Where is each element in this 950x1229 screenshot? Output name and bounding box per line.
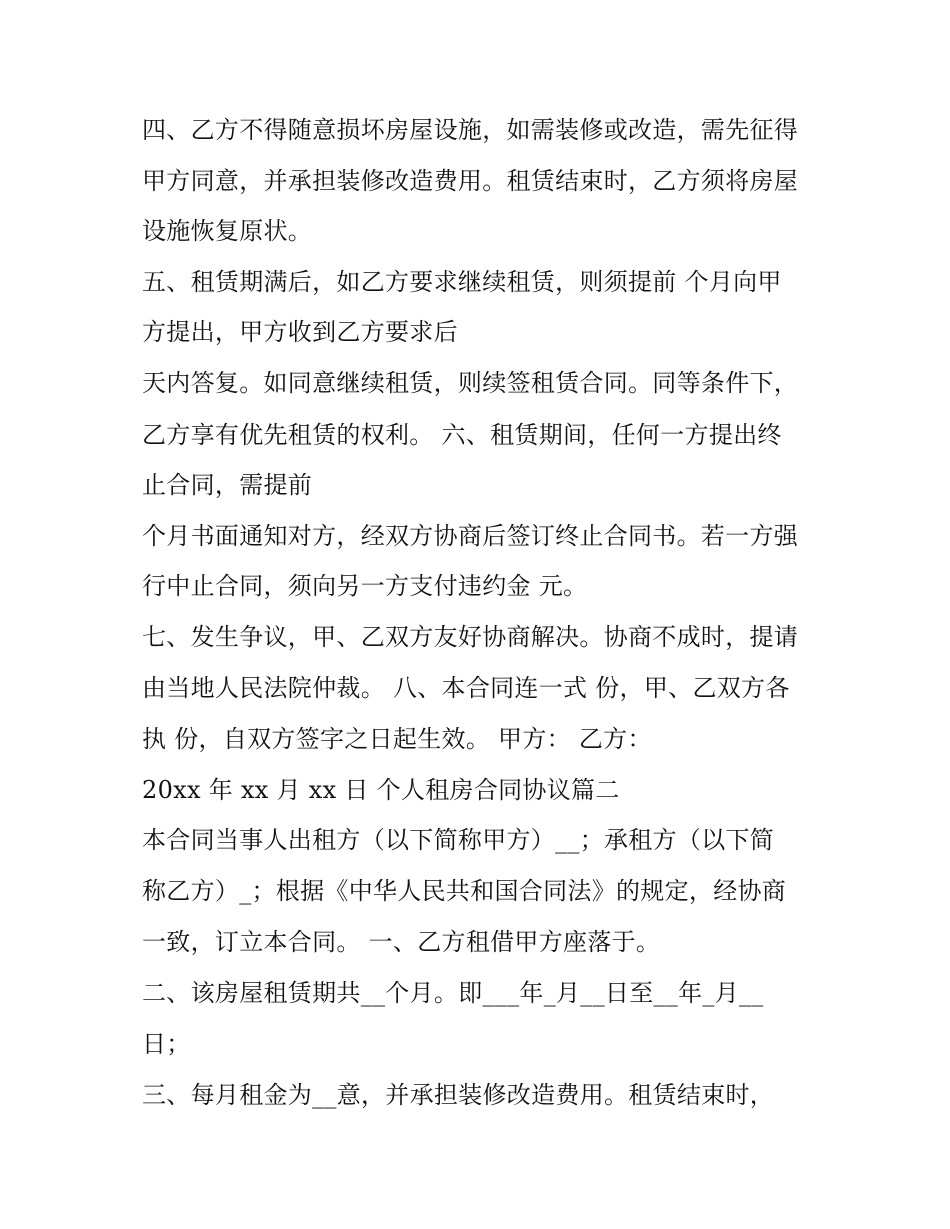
text-line-13: 执 份，自双方签字之日起生效。 甲方： 乙方： <box>142 725 652 753</box>
text-line-2: 甲方同意，并承担装修改造费用。租赁结束时，乙方须将房屋 <box>142 167 799 195</box>
text-line-19: 日； <box>142 1030 191 1058</box>
text-line-3: 设施恢复原状。 <box>142 217 313 245</box>
text-line-9: 个月书面通知对方，经双方协商后签订终止合同书。若一方强 <box>142 522 799 550</box>
text-line-12: 由当地人民法院仲裁。 八、本合同连一式 份，甲、乙双方各 <box>142 674 790 702</box>
text-line-5: 方提出，甲方收到乙方要求后 <box>142 318 458 346</box>
text-line-18: 二、该房屋租赁期共__个月。即___年_月__日至__年_月__ <box>142 979 764 1007</box>
text-line-7: 乙方享有优先租赁的权利。 六、租赁期间，任何一方提出终 <box>142 421 782 449</box>
text-line-16: 称乙方）_；根据《中华人民共和国合同法》的规定，经协商 <box>142 877 787 905</box>
text-line-6: 天内答复。如同意继续租赁，则续签租赁合同。同等条件下， <box>142 369 799 397</box>
text-line-10: 行中止合同，须向另一方支付违约金 元。 <box>142 572 588 600</box>
text-line-4: 五、租赁期满后，如乙方要求继续租赁，则须提前 个月向甲 <box>142 268 782 296</box>
text-line-15: 本合同当事人出租方（以下简称甲方）__；承租方（以下简 <box>142 826 775 854</box>
text-line-17: 一致，订立本合同。 一、乙方租借甲方座落于。 <box>142 928 661 956</box>
text-line-20: 三、每月租金为__意，并承担装修改造费用。租赁结束时， <box>142 1081 775 1109</box>
text-line-8: 止合同，需提前 <box>142 471 313 499</box>
date-heading-line: 20xx 年 xx 月 xx 日 个人租房合同协议篇二 <box>142 776 620 804</box>
text-line-1: 四、乙方不得随意损坏房屋设施，如需装修或改造，需先征得 <box>142 116 799 144</box>
text-line-11: 七、发生争议，甲、乙双方友好协商解决。协商不成时，提请 <box>142 623 799 651</box>
